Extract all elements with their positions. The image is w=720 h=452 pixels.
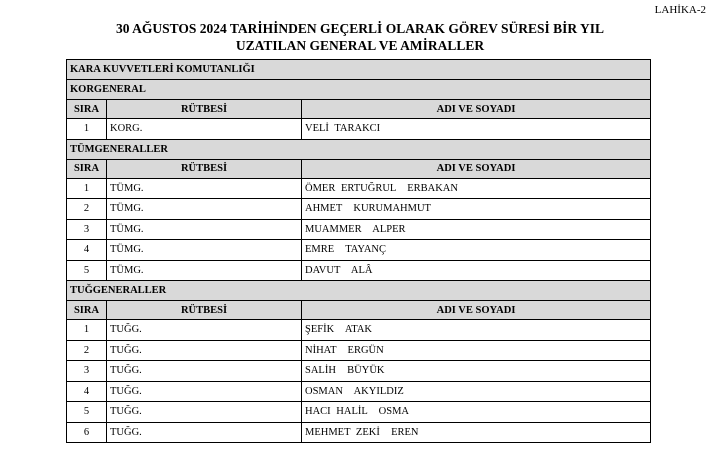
header-rank: RÜTBESİ [107,100,302,119]
title-line-2: UZATILAN GENERAL VE AMİRALLER [235,38,485,53]
table-row [67,219,651,240]
row-number: 6 [67,422,107,443]
table-row [67,381,651,402]
row-rank: TUĞG. [107,381,302,402]
row-number: 1 [67,178,107,199]
row-number: 4 [67,240,107,261]
row-rank: TUĞG. [107,361,302,382]
row-name: NİHAT ERGÜN [302,340,651,361]
header-row [67,301,651,320]
section-row [67,139,651,159]
row-number: 5 [67,260,107,281]
section-title: TUĞGENERALLER [67,281,651,301]
row-name: ÖMER ERTUĞRUL ERBAKAN [302,178,651,199]
table-row [67,119,651,140]
table-row [67,402,651,423]
section-row [67,281,651,301]
row-name: VELİ TARAKCI [302,119,651,140]
row-name: OSMAN AKYILDIZ [302,381,651,402]
table-row [67,178,651,199]
row-name: SALİH BÜYÜK [302,361,651,382]
row-number: 2 [67,199,107,220]
table-row [67,240,651,261]
personnel-table [66,59,651,443]
section-title: TÜMGENERALLER [67,139,651,159]
row-rank: TUĞG. [107,402,302,423]
header-no: SIRA [67,301,107,320]
annex-label: LAHİKA-2 [654,4,706,16]
row-rank: TUĞG. [107,340,302,361]
row-name: AHMET KURUMAHMUT [302,199,651,220]
row-number: 5 [67,402,107,423]
row-number: 2 [67,340,107,361]
header-row [67,159,651,178]
row-name: EMRE TAYANÇ [302,240,651,261]
row-number: 4 [67,381,107,402]
table-row [67,260,651,281]
row-rank: TÜMG. [107,178,302,199]
header-row [67,100,651,119]
row-rank: KORG. [107,119,302,140]
row-number: 1 [67,320,107,341]
title-line-1: 30 AĞUSTOS 2024 TARİHİNDEN GEÇERLİ OLARAK GÖREV SÜRESİ BİR YIL [116,21,604,36]
row-number: 1 [67,119,107,140]
header-name: ADI VE SOYADI [302,159,651,178]
table-row [67,340,651,361]
row-name: MEHMET ZEKİ EREN [302,422,651,443]
section-row [67,80,651,100]
row-name: DAVUT ALÂ [302,260,651,281]
command-row [67,60,651,80]
row-rank: TÜMG. [107,260,302,281]
table-row [67,361,651,382]
row-number: 3 [67,219,107,240]
table-row [67,199,651,220]
header-no: SIRA [67,159,107,178]
row-rank: TUĞG. [107,320,302,341]
header-rank: RÜTBESİ [107,159,302,178]
table-row [67,320,651,341]
row-name: HACI HALİL OSMA [302,402,651,423]
document-title [0,20,720,54]
header-name: ADI VE SOYADI [302,301,651,320]
header-rank: RÜTBESİ [107,301,302,320]
row-rank: TUĞG. [107,422,302,443]
section-title: KORGENERAL [67,80,651,100]
row-name: MUAMMER ALPER [302,219,651,240]
command-title: KARA KUVVETLERİ KOMUTANLIĞI [67,60,651,80]
header-name: ADI VE SOYADI [302,100,651,119]
row-number: 3 [67,361,107,382]
row-name: ŞEFİK ATAK [302,320,651,341]
row-rank: TÜMG. [107,219,302,240]
header-no: SIRA [67,100,107,119]
table-row [67,422,651,443]
row-rank: TÜMG. [107,199,302,220]
row-rank: TÜMG. [107,240,302,261]
